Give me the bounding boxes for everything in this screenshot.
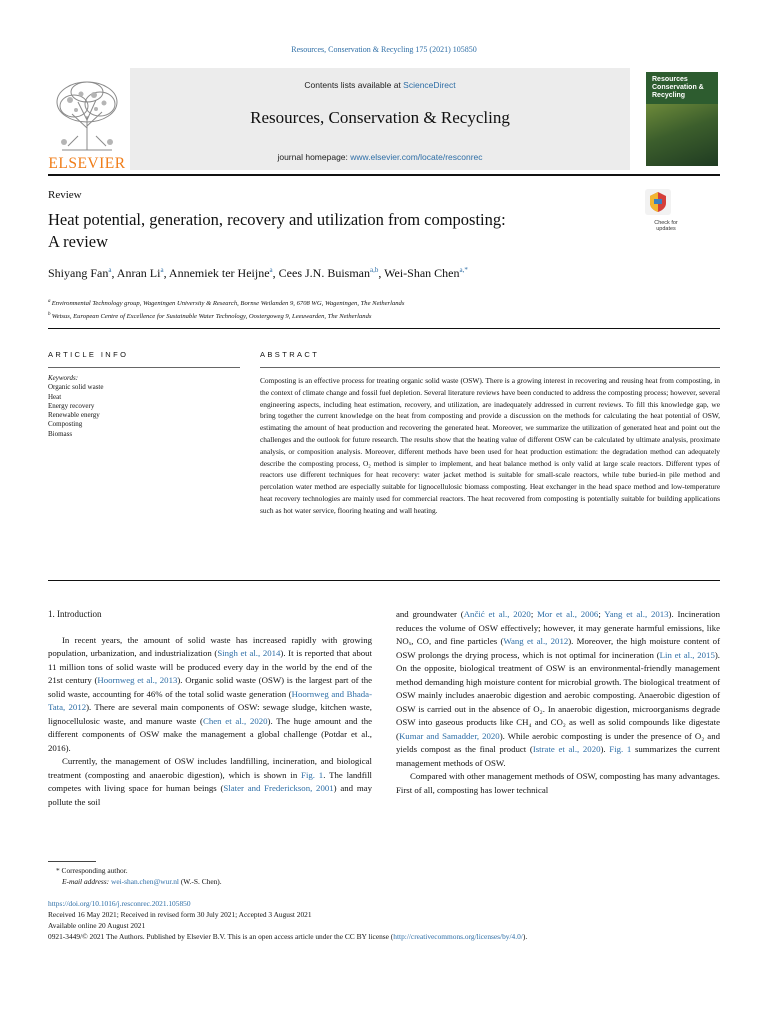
keywords-block	[48, 374, 238, 439]
keyword-item: Composting	[48, 420, 83, 429]
cover-title-line: Conservation &	[652, 84, 704, 91]
footnote-divider	[48, 861, 96, 862]
body-text: ;	[530, 609, 538, 619]
body-text: ). It is reported that about 11 million tons of solid waste will be produced every day in the world by the end of the 21st century (	[48, 648, 372, 685]
license-suffix: ).	[522, 932, 528, 941]
email-link[interactable]: wei-shan.chen@wur.nl	[111, 877, 179, 886]
body-column-left	[48, 608, 372, 809]
body-text: and groundwater (	[396, 609, 464, 619]
body-text: . The landfill competes with living space for human beings (	[48, 769, 372, 793]
copyright-text: 0921-3449/© 2021 The Authors. Published by Elsevier B.V. This is an open access article under the CC BY license (	[48, 932, 394, 941]
author-affiliation-marker[interactable]: a,b	[370, 266, 379, 274]
author-affiliation-marker[interactable]: a,*	[459, 266, 468, 274]
homepage-prefix: journal homepage:	[277, 152, 351, 162]
affiliation-marker: a	[48, 299, 52, 304]
keyword-item: Heat	[48, 392, 62, 401]
cover-title-line: Recycling	[652, 92, 686, 99]
article-title-line: Heat potential, generation, recovery and utilization from composting:	[48, 210, 506, 229]
reference-link[interactable]: Singh et al., 2014	[217, 648, 281, 658]
affiliation-line	[48, 296, 404, 309]
journal-title[interactable]: Resources, Conservation & Recycling	[250, 108, 510, 127]
elsevier-logo[interactable]	[48, 76, 126, 170]
author-separator: ,	[378, 266, 385, 280]
author-list	[48, 266, 468, 281]
article-info-heading: ARTICLE INFO	[48, 350, 129, 359]
body-paragraph	[48, 755, 372, 809]
keyword-item: Energy recovery	[48, 401, 95, 410]
affiliations	[48, 296, 404, 322]
info-divider	[48, 328, 720, 329]
body-text: ). There are several main components of OSW: sewage sludge, kitchen waste, lignocellulosic waste, and manure waste (	[48, 702, 372, 726]
check-for-updates-button[interactable]	[645, 189, 687, 231]
cover-image	[646, 104, 718, 166]
journal-homepage-link[interactable]: www.elsevier.com/locate/resconrec	[350, 152, 483, 162]
keyword-item: Organic solid waste	[48, 383, 104, 392]
body-text: Compared with other management methods of OSW, composting has many advantages. First of all, composting has lower technical	[396, 771, 720, 795]
keyword-item: Biomass	[48, 429, 73, 438]
keywords-label: Keywords:	[48, 374, 79, 382]
body-paragraph	[396, 770, 720, 797]
author-name[interactable]: Shiyang Fan	[48, 266, 109, 280]
reference-link[interactable]: Chen et al., 2020	[202, 715, 268, 726]
body-text: ). On the opposite, biological treatment of OSW is an environmental-friendly management method demanding high moisture content for microbial growth. The biological treatment of OSW mainly includes anaerobic digestion and aerobic composting. Anaerobic digestion of OSW is carried out in the absence of O₂. In anaerobic digestion, microorganisms degrade OSW into gaseous products like CH₄ and CO₂ as well as solid compounds like digestate (	[396, 649, 720, 741]
author-separator: ,	[163, 266, 169, 280]
affiliation-line	[48, 309, 404, 322]
body-text: ;	[598, 609, 605, 619]
footnotes	[48, 865, 222, 887]
reference-link[interactable]: Hoornweg et al., 2013	[97, 675, 178, 685]
corresponding-footnote	[48, 865, 222, 876]
affiliation-marker: b	[48, 312, 52, 318]
affiliation-text: Environmental Technology group, Wageningen University & Research, Bornse Weilanden 9, 6708 WG, Wageningen, The Netherlands	[51, 300, 405, 308]
reference-link[interactable]: Ančić et al., 2020	[463, 609, 531, 619]
license-link[interactable]: http://creativecommons.org/licenses/by/4.0/	[393, 932, 523, 941]
body-column-right	[396, 608, 720, 797]
reference-link[interactable]: Kumar and Samadder, 2020	[398, 730, 500, 741]
article-type: Review	[48, 189, 82, 201]
author-name[interactable]: Anran Li	[116, 266, 161, 280]
publisher-name: ELSEVIER	[48, 155, 126, 172]
crossmark-label-line: updates	[656, 226, 676, 232]
keywords-list	[48, 383, 238, 439]
contents-prefix: Contents lists available at	[304, 80, 404, 90]
asterisk-marker: *	[56, 866, 62, 875]
available-online: Available online 20 August 2021	[48, 921, 146, 930]
contents-line	[130, 80, 630, 90]
keyword-item: Renewable energy	[48, 411, 100, 420]
author-affiliation-marker[interactable]: a	[108, 266, 112, 274]
cover-title	[652, 76, 704, 100]
info-subdivider	[48, 367, 240, 368]
author-separator: ,	[111, 266, 117, 280]
section-heading: 1. Introduction	[48, 609, 102, 619]
sciencedirect-link[interactable]: ScienceDirect	[403, 80, 456, 90]
reference-link[interactable]: Mor et al., 2006	[537, 609, 599, 619]
running-head[interactable]: Resources, Conservation & Recycling 175 (2021) 105850	[291, 45, 477, 54]
article-title	[48, 209, 608, 253]
reference-link[interactable]: Wang et al., 2012	[503, 636, 569, 646]
author-name[interactable]: Cees J.N. Buisman	[278, 266, 370, 280]
reference-link[interactable]: Fig. 1	[301, 769, 324, 780]
author-affiliation-marker[interactable]: a	[269, 266, 273, 274]
body-text: ). While aerobic composting is under the presence of O₂ and yields compost as the final product (	[396, 730, 720, 754]
masthead-banner	[130, 68, 630, 170]
received-dates: Received 16 May 2021; Received in revised form 30 July 2021; Accepted 3 August 2021	[48, 910, 312, 919]
abstract-text: Composting is an effective process for treating organic solid waste (OSW). There is a growing interest in recovering and reusing heat from composting, in the context of climate change and fossil fuel depletion. Several literature reviews have been conducted to address the composting process; however, several engineering aspects, including heat estimation, recovery, and utilization, are inadequately addressed in current reviews. To fill this knowledge gap, we bring together the current knowledge on the heat from composting and provide a discussion on the methods for calculating the heat potential of OSW, estimating the amount of heat production and recovering the generated heat. Moreover, we summarize the utilization of generated heat and point out the challenges and the outlook for future research. The results show that the heating value of different OSW can be calculated by ultimate analysis, proximate analysis, or composition analysis. Moreover, different methods have been used for heat production estimation: the degradation method can adequately describe the composting process, O₂ method is simpler to implement, and heat balance method is only valid at large scale reactors. Different types of reactors use different techniques for heat recovery: water jacket method is suitable for small-scale reactors, while tube buried-in pile method and percolation water method are especially suitable for lignocellulosic biomass composting. Heat exchanger in the head space method and low-temperature heat recovery technologies are mainly used for commercial reactors. The heat recovered from composting is potentially suitable for building applications such as hot water service, flooring heating and wall heating.	[260, 376, 720, 515]
doi-link[interactable]: https://doi.org/10.1016/j.resconrec.2021.105850	[48, 899, 191, 908]
abstract-bottom-divider	[48, 580, 720, 581]
journal-cover[interactable]	[646, 72, 718, 166]
body-text: ). Incineration reduces the volume of OSW effectively; however, it may generate harmful emissions, like NOₓ, CO, and fine particles (	[396, 609, 720, 646]
author-affiliation-marker[interactable]: a	[160, 266, 164, 274]
reference-link[interactable]: Slater and Frederickson, 2001	[223, 783, 334, 793]
body-text: In recent years, the amount of solid waste has increased rapidly with growing population, urbanization, and industrialization (	[48, 634, 372, 658]
email-footnote	[48, 876, 222, 887]
author-separator: ,	[272, 266, 279, 280]
abstract-heading: ABSTRACT	[260, 350, 320, 359]
elsevier-tree-icon	[48, 76, 126, 154]
article-title-line: A review	[48, 232, 109, 251]
body-text: ) and may pollute the soil	[48, 783, 372, 807]
corresponding-label: Corresponding author.	[61, 866, 128, 875]
email-label: E-mail address:	[62, 877, 110, 886]
reference-link[interactable]: Istrate et al., 2020	[532, 744, 601, 754]
homepage-line	[130, 152, 630, 162]
body-paragraph	[48, 634, 372, 756]
crossmark-icon	[645, 189, 671, 215]
body-text: ). Moreover, the high moisture content of OSW prolongs the drying process, which is not optimal for incineration (	[396, 636, 720, 660]
abstract-subdivider	[260, 367, 720, 368]
reference-link[interactable]: Yang et al., 2013	[604, 609, 669, 619]
body-text: ). Organic solid waste (OSW) is the largest part of the solid waste, accounting for 46% of the total solid waste generation (	[48, 675, 373, 699]
article-footer	[48, 898, 728, 942]
masthead-divider	[48, 174, 720, 176]
body-text: summarizes the current management methods of OSW.	[396, 744, 720, 768]
cover-title-line: Resources	[652, 76, 688, 83]
reference-link[interactable]: Lin et al., 2015	[659, 649, 715, 660]
reference-link[interactable]: Hoornweg and Bhada-Tata, 2012	[48, 688, 373, 712]
masthead	[48, 68, 720, 170]
affiliation-text: Wetsus, European Centre of Excellence for Sustainable Water Technology, Oostergoweg 9, Leeuwarden, The Netherlands	[51, 313, 372, 321]
crossmark-label-line: Check for	[654, 220, 678, 226]
reference-link[interactable]: Fig. 1	[609, 744, 632, 754]
body-text: ).	[600, 744, 610, 754]
author-name[interactable]: Annemiek ter Heijne	[168, 266, 270, 280]
copyright-line	[48, 931, 728, 942]
body-text: Currently, the management of OSW includes landfilling, incineration, and biological treatment (composting and anaerobic digestion), which is shown in	[48, 756, 372, 780]
email-suffix: (W.-S. Chen).	[178, 877, 222, 886]
body-text: ). The huge amount and the different components of OSW make the management a global challenge (Potdar et al., 2016).	[48, 715, 373, 753]
crossmark-label	[645, 220, 687, 232]
body-paragraph	[396, 608, 720, 770]
author-name[interactable]: Wei-Shan Chen	[384, 266, 460, 280]
